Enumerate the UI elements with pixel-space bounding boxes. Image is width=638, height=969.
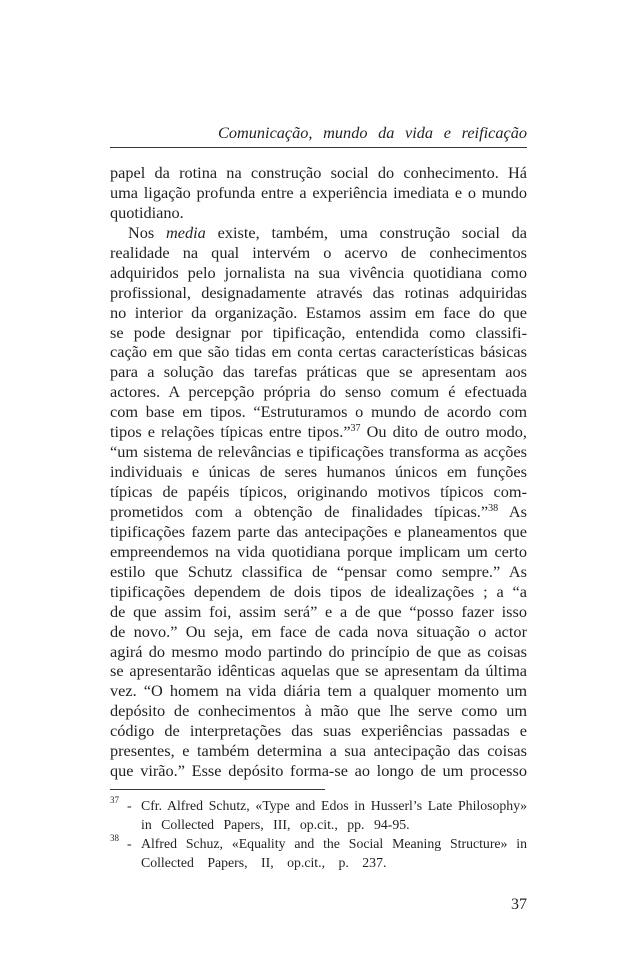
body-line — [110, 622, 527, 642]
body-line — [110, 243, 527, 263]
footnote-number: 37 — [110, 795, 119, 805]
line-text: empreendemos na vida quotidiana porque implicam um certo — [110, 541, 527, 561]
footnote-dash: - — [127, 836, 132, 851]
line-text: existe, também, uma construção social da — [205, 222, 527, 242]
line-text: prometidos com a obtenção de finalidades típicas.” — [110, 501, 489, 521]
body-line — [110, 362, 527, 382]
line-text: cação em que são tidas em conta certas características básicas — [110, 342, 527, 362]
body-line — [110, 283, 527, 303]
body-line — [110, 422, 527, 442]
body-line — [110, 582, 527, 602]
line-text: profissional, designadamente através das rotinas adquiridas — [110, 282, 527, 302]
footnote-rule — [110, 789, 325, 790]
line-text: para a solução das tarefas práticas que se apresentam aos — [110, 362, 527, 382]
body-line — [110, 661, 527, 681]
footnote-line: Cfr. Alfred Schutz, «Type and Edos in Husserl’s Late Philosophy» — [141, 798, 527, 813]
line-text: típicas de papéis típicos, originando motivos típicos com- — [110, 482, 527, 501]
line-text: “um sistema de relevâncias e tipificações transforma as acções — [110, 442, 527, 462]
line-text: tipos e relações típicas entre tipos.” — [110, 422, 351, 442]
body-line — [110, 402, 527, 422]
italic-term: media — [166, 222, 206, 242]
line-text: código de interpretações das suas experiências passadas e — [110, 721, 527, 741]
footnote-number: 38 — [110, 833, 119, 843]
line-text: actores. A percepção própria do senso comum é efectuada — [110, 382, 527, 402]
body-line — [110, 502, 527, 522]
footnote-dash: - — [127, 798, 132, 813]
header-rule — [110, 147, 527, 148]
body-line — [110, 462, 527, 482]
footnote-line: in Collected Papers, III, op.cit., pp. 94-95. — [141, 817, 410, 832]
body-line — [110, 642, 527, 662]
body-line — [110, 382, 527, 402]
body-line — [110, 741, 527, 761]
line-text: Nos — [128, 222, 167, 242]
line-text: tipificações dependem de dois tipos de idealizações ; a “a — [110, 581, 527, 601]
body-line — [110, 442, 527, 462]
line-text: papel da rotina na construção social do conhecimento. Há — [110, 163, 527, 182]
line-text: de novo.” Ou seja, em face de cada nova situação o actor — [110, 621, 527, 641]
line-text: vez. “O homem na vida diária tem a qualquer momento um — [110, 681, 527, 701]
body-line — [110, 303, 527, 323]
body-line — [110, 323, 527, 343]
body-line — [110, 163, 527, 183]
body-line — [110, 223, 527, 243]
line-text: As — [498, 501, 528, 521]
line-text: estilo que Schutz classifica de “pensar como sempre.” As — [110, 561, 527, 581]
body-line — [110, 203, 527, 223]
body-line — [110, 701, 527, 721]
body-line — [110, 721, 527, 741]
running-header: Comunicação, mundo da vida e reificação — [218, 123, 527, 142]
line-text: Ou dito de outro modo, — [360, 422, 527, 442]
line-text: presentes, e também determina a sua antecipação das coisas — [110, 741, 527, 761]
footnote-reference-37: 37 — [350, 423, 361, 435]
body-line — [110, 542, 527, 562]
footnote-line: Alfred Schuz, «Equality and the Social Meaning Structure» in — [141, 836, 527, 851]
line-text: uma ligação profunda entre a experiência imediata e o mundo — [110, 182, 527, 202]
line-text: de que assim foi, assim será” e a de que “posso fazer isso — [110, 601, 527, 621]
line-text: agirá do mesmo modo partindo do princípio de que as coisas — [110, 641, 527, 661]
footnote-reference-38: 38 — [488, 502, 499, 514]
line-text: se pode designar por tipificação, entendida como classifi- — [110, 322, 527, 342]
line-text: quotidiano. — [110, 202, 184, 222]
body-line — [110, 562, 527, 582]
body-line — [110, 482, 527, 502]
line-text: que virão.” Esse depósito forma-se ao longo de um processo — [110, 761, 527, 781]
body-line — [110, 602, 527, 622]
body-line — [110, 681, 527, 701]
body-line — [110, 183, 527, 203]
line-text: tipificações fazem parte das antecipações e planeamentos que — [110, 521, 527, 541]
line-text: depósito de conhecimentos à mão que lhe serve como um — [110, 701, 527, 721]
line-text: adquiridos pelo jornalista na sua vivência quotidiana como — [110, 262, 527, 282]
body-line — [110, 522, 527, 542]
body-line — [110, 263, 527, 283]
body-line — [110, 761, 527, 781]
footnote-line: Collected Papers, II, op.cit., p. 237. — [141, 855, 387, 870]
body-line — [110, 342, 527, 362]
line-text: com base em tipos. “Estruturamos o mundo de acordo com — [110, 402, 527, 422]
line-text: realidade na qual intervém o acervo de conhecimentos — [110, 242, 527, 262]
line-text: no interior da organização. Estamos assim em face do que — [110, 302, 527, 322]
page-number: 37 — [511, 896, 527, 913]
line-text: individuais e únicas de seres humanos únicos em funções — [110, 462, 527, 482]
body-text — [110, 163, 527, 781]
line-text: se apresentarão idênticas aquelas que se apresentam da última — [110, 661, 527, 681]
